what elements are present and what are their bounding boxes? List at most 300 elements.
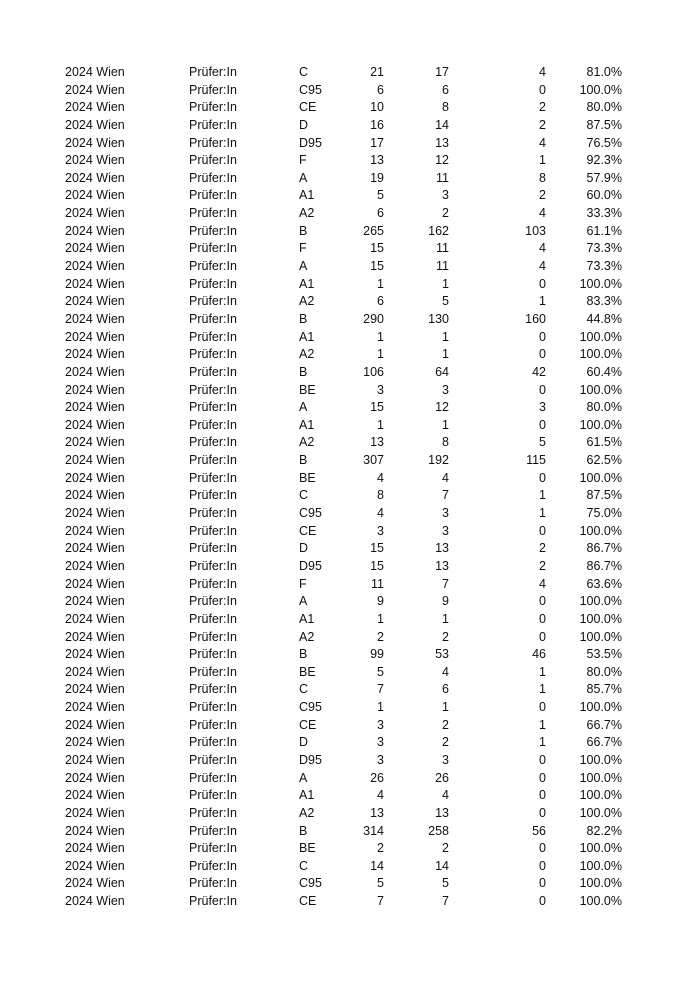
- year-location-cell: 2024 Wien: [65, 841, 125, 856]
- class-cell: A2: [299, 629, 315, 644]
- examiner-cell: Prüfer:In: [189, 788, 237, 803]
- total-cell: 13: [370, 435, 384, 450]
- year-location-cell: 2024 Wien: [65, 558, 125, 573]
- class-cell: A: [299, 259, 308, 274]
- failed-cell: 0: [539, 858, 546, 873]
- year-location-cell: 2024 Wien: [65, 223, 125, 238]
- table-row: [0, 523, 700, 541]
- table-row: [0, 787, 700, 805]
- total-cell: 2: [377, 841, 384, 856]
- examiner-cell: Prüfer:In: [189, 153, 237, 168]
- table-row: [0, 117, 700, 135]
- passed-cell: 1: [442, 276, 449, 291]
- class-cell: BE: [299, 664, 316, 679]
- total-cell: 4: [377, 470, 384, 485]
- passed-cell: 11: [436, 170, 449, 185]
- year-location-cell: 2024 Wien: [65, 611, 125, 626]
- total-cell: 3: [377, 382, 384, 397]
- examiner-cell: Prüfer:In: [189, 700, 237, 715]
- rate-cell: 100.0%: [579, 700, 622, 715]
- total-cell: 14: [370, 858, 384, 873]
- table-row: [0, 840, 700, 858]
- rate-cell: 100.0%: [579, 841, 622, 856]
- examiner-cell: Prüfer:In: [189, 364, 237, 379]
- total-cell: 5: [377, 876, 384, 891]
- year-location-cell: 2024 Wien: [65, 188, 125, 203]
- examiner-cell: Prüfer:In: [189, 276, 237, 291]
- passed-cell: 64: [435, 364, 449, 379]
- year-location-cell: 2024 Wien: [65, 506, 125, 521]
- year-location-cell: 2024 Wien: [65, 206, 125, 221]
- passed-cell: 2: [442, 717, 449, 732]
- examiner-cell: Prüfer:In: [189, 682, 237, 697]
- class-cell: B: [299, 364, 308, 379]
- failed-cell: 1: [539, 294, 546, 309]
- table-row: [0, 770, 700, 788]
- failed-cell: 2: [539, 117, 546, 132]
- failed-cell: 0: [539, 894, 546, 909]
- rate-cell: 100.0%: [579, 382, 622, 397]
- rate-cell: 100.0%: [579, 752, 622, 767]
- examiner-cell: Prüfer:In: [189, 664, 237, 679]
- class-cell: B: [299, 223, 308, 238]
- total-cell: 1: [377, 700, 384, 715]
- year-location-cell: 2024 Wien: [65, 435, 125, 450]
- class-cell: D95: [299, 752, 322, 767]
- table-row: [0, 276, 700, 294]
- failed-cell: 0: [539, 417, 546, 432]
- rate-cell: 76.5%: [586, 135, 622, 150]
- examiner-cell: Prüfer:In: [189, 488, 237, 503]
- year-location-cell: 2024 Wien: [65, 276, 125, 291]
- failed-cell: 4: [539, 241, 546, 256]
- passed-cell: 13: [435, 558, 449, 573]
- class-cell: F: [299, 576, 307, 591]
- total-cell: 13: [370, 153, 384, 168]
- table-row: [0, 734, 700, 752]
- table-row: [0, 858, 700, 876]
- failed-cell: 2: [539, 188, 546, 203]
- passed-cell: 1: [442, 611, 449, 626]
- table-row: [0, 611, 700, 629]
- class-cell: B: [299, 823, 308, 838]
- table-row: [0, 64, 700, 82]
- total-cell: 17: [370, 135, 384, 150]
- year-location-cell: 2024 Wien: [65, 629, 125, 644]
- year-location-cell: 2024 Wien: [65, 364, 125, 379]
- rate-cell: 100.0%: [579, 805, 622, 820]
- rate-cell: 61.1%: [586, 223, 622, 238]
- table-row: [0, 187, 700, 205]
- year-location-cell: 2024 Wien: [65, 594, 125, 609]
- table-row: [0, 576, 700, 594]
- rate-cell: 73.3%: [586, 241, 622, 256]
- year-location-cell: 2024 Wien: [65, 311, 125, 326]
- year-location-cell: 2024 Wien: [65, 823, 125, 838]
- year-location-cell: 2024 Wien: [65, 241, 125, 256]
- year-location-cell: 2024 Wien: [65, 100, 125, 115]
- failed-cell: 2: [539, 541, 546, 556]
- year-location-cell: 2024 Wien: [65, 82, 125, 97]
- rate-cell: 83.3%: [586, 294, 622, 309]
- rate-cell: 100.0%: [579, 417, 622, 432]
- failed-cell: 5: [539, 435, 546, 450]
- class-cell: CE: [299, 894, 317, 909]
- passed-cell: 3: [442, 506, 449, 521]
- passed-cell: 6: [442, 682, 449, 697]
- table-row: [0, 346, 700, 364]
- table-row: [0, 752, 700, 770]
- class-cell: D95: [299, 558, 322, 573]
- failed-cell: 4: [539, 206, 546, 221]
- failed-cell: 0: [539, 805, 546, 820]
- rate-cell: 86.7%: [586, 558, 622, 573]
- examiner-cell: Prüfer:In: [189, 135, 237, 150]
- table-row: [0, 99, 700, 117]
- year-location-cell: 2024 Wien: [65, 488, 125, 503]
- year-location-cell: 2024 Wien: [65, 770, 125, 785]
- passed-cell: 13: [435, 541, 449, 556]
- examiner-cell: Prüfer:In: [189, 611, 237, 626]
- total-cell: 290: [363, 311, 384, 326]
- passed-cell: 11: [436, 241, 449, 256]
- failed-cell: 46: [532, 647, 546, 662]
- rate-cell: 100.0%: [579, 629, 622, 644]
- table-row: [0, 470, 700, 488]
- total-cell: 15: [370, 259, 384, 274]
- class-cell: C95: [299, 876, 322, 891]
- examiner-cell: Prüfer:In: [189, 188, 237, 203]
- examiner-cell: Prüfer:In: [189, 241, 237, 256]
- rate-cell: 80.0%: [586, 400, 622, 415]
- rate-cell: 82.2%: [586, 823, 622, 838]
- class-cell: A2: [299, 347, 315, 362]
- total-cell: 1: [377, 611, 384, 626]
- passed-cell: 4: [442, 788, 449, 803]
- year-location-cell: 2024 Wien: [65, 259, 125, 274]
- total-cell: 3: [377, 523, 384, 538]
- rate-cell: 53.5%: [586, 647, 622, 662]
- class-cell: C: [299, 858, 309, 873]
- examiner-cell: Prüfer:In: [189, 805, 237, 820]
- examiner-cell: Prüfer:In: [189, 594, 237, 609]
- total-cell: 6: [377, 206, 384, 221]
- class-cell: C95: [299, 82, 322, 97]
- year-location-cell: 2024 Wien: [65, 717, 125, 732]
- examiner-cell: Prüfer:In: [189, 65, 237, 79]
- passed-cell: 14: [435, 117, 449, 132]
- class-cell: A: [299, 770, 308, 785]
- class-cell: A: [299, 400, 308, 415]
- year-location-cell: 2024 Wien: [65, 400, 125, 415]
- passed-cell: 26: [435, 770, 449, 785]
- total-cell: 7: [377, 894, 384, 909]
- examiner-cell: Prüfer:In: [189, 647, 237, 662]
- examiner-cell: Prüfer:In: [189, 223, 237, 238]
- total-cell: 8: [377, 488, 384, 503]
- passed-cell: 1: [442, 347, 449, 362]
- table-row: [0, 505, 700, 523]
- examiner-cell: Prüfer:In: [189, 558, 237, 573]
- rate-cell: 60.0%: [586, 188, 622, 203]
- examiner-cell: Prüfer:In: [189, 506, 237, 521]
- passed-cell: 5: [442, 876, 449, 891]
- rate-cell: 100.0%: [579, 876, 622, 891]
- failed-cell: 0: [539, 700, 546, 715]
- passed-cell: 17: [435, 65, 449, 79]
- year-location-cell: 2024 Wien: [65, 576, 125, 591]
- class-cell: C: [299, 65, 309, 79]
- failed-cell: 0: [539, 788, 546, 803]
- table-row: [0, 382, 700, 400]
- rate-cell: 80.0%: [586, 664, 622, 679]
- class-cell: D: [299, 541, 309, 556]
- rate-cell: 86.7%: [586, 541, 622, 556]
- table-row: [0, 240, 700, 258]
- passed-cell: 2: [442, 206, 449, 221]
- examiner-cell: Prüfer:In: [189, 541, 237, 556]
- table-row: [0, 805, 700, 823]
- passed-cell: 12: [435, 153, 449, 168]
- total-cell: 314: [363, 823, 384, 838]
- rate-cell: 100.0%: [579, 347, 622, 362]
- year-location-cell: 2024 Wien: [65, 664, 125, 679]
- examiner-cell: Prüfer:In: [189, 629, 237, 644]
- class-cell: A2: [299, 206, 315, 221]
- class-cell: CE: [299, 717, 317, 732]
- table-row: [0, 152, 700, 170]
- examiner-cell: Prüfer:In: [189, 170, 237, 185]
- table-row: [0, 664, 700, 682]
- table-row: [0, 540, 700, 558]
- failed-cell: 2: [539, 558, 546, 573]
- rate-cell: 100.0%: [579, 523, 622, 538]
- table-row: [0, 311, 700, 329]
- table-row: [0, 417, 700, 435]
- class-cell: BE: [299, 841, 316, 856]
- year-location-cell: 2024 Wien: [65, 170, 125, 185]
- rate-cell: 87.5%: [586, 117, 622, 132]
- year-location-cell: 2024 Wien: [65, 329, 125, 344]
- table-row: [0, 293, 700, 311]
- year-location-cell: 2024 Wien: [65, 735, 125, 750]
- table-row: [0, 329, 700, 347]
- total-cell: 1: [377, 276, 384, 291]
- failed-cell: 0: [539, 82, 546, 97]
- class-cell: A1: [299, 788, 315, 803]
- passed-cell: 258: [428, 823, 449, 838]
- failed-cell: 2: [539, 100, 546, 115]
- failed-cell: 0: [539, 382, 546, 397]
- failed-cell: 1: [539, 488, 546, 503]
- year-location-cell: 2024 Wien: [65, 647, 125, 662]
- year-location-cell: 2024 Wien: [65, 153, 125, 168]
- passed-cell: 4: [442, 664, 449, 679]
- table-row: [0, 452, 700, 470]
- class-cell: A1: [299, 611, 315, 626]
- passed-cell: 11: [436, 259, 449, 274]
- rate-cell: 100.0%: [579, 329, 622, 344]
- examiner-cell: Prüfer:In: [189, 294, 237, 309]
- class-cell: A: [299, 170, 308, 185]
- examiner-cell: Prüfer:In: [189, 435, 237, 450]
- rate-cell: 100.0%: [579, 770, 622, 785]
- passed-cell: 2: [442, 841, 449, 856]
- passed-cell: 8: [442, 100, 449, 115]
- total-cell: 15: [370, 558, 384, 573]
- table-row: [0, 364, 700, 382]
- total-cell: 15: [370, 541, 384, 556]
- class-cell: CE: [299, 100, 317, 115]
- table-row: [0, 82, 700, 100]
- passed-cell: 7: [442, 576, 449, 591]
- total-cell: 99: [370, 647, 384, 662]
- table-row: [0, 558, 700, 576]
- failed-cell: 4: [539, 576, 546, 591]
- passed-cell: 9: [442, 594, 449, 609]
- passed-cell: 2: [442, 735, 449, 750]
- examiner-cell: Prüfer:In: [189, 717, 237, 732]
- examiner-cell: Prüfer:In: [189, 841, 237, 856]
- examiner-cell: Prüfer:In: [189, 259, 237, 274]
- rate-cell: 92.3%: [586, 153, 622, 168]
- total-cell: 4: [377, 506, 384, 521]
- year-location-cell: 2024 Wien: [65, 700, 125, 715]
- class-cell: B: [299, 647, 308, 662]
- failed-cell: 160: [525, 311, 546, 326]
- passed-cell: 14: [435, 858, 449, 873]
- class-cell: D95: [299, 135, 322, 150]
- rate-cell: 100.0%: [579, 611, 622, 626]
- passed-cell: 13: [435, 805, 449, 820]
- table-row: [0, 875, 700, 893]
- table-row: [0, 223, 700, 241]
- total-cell: 7: [377, 682, 384, 697]
- rate-cell: 57.9%: [586, 170, 622, 185]
- table-row: [0, 629, 700, 647]
- year-location-cell: 2024 Wien: [65, 135, 125, 150]
- passed-cell: 3: [442, 523, 449, 538]
- examiner-cell: Prüfer:In: [189, 117, 237, 132]
- class-cell: A: [299, 594, 308, 609]
- class-cell: F: [299, 241, 307, 256]
- total-cell: 1: [377, 417, 384, 432]
- passed-cell: 7: [442, 894, 449, 909]
- examiner-cell: Prüfer:In: [189, 82, 237, 97]
- class-cell: A1: [299, 329, 315, 344]
- examiner-cell: Prüfer:In: [189, 311, 237, 326]
- total-cell: 21: [370, 65, 384, 79]
- year-location-cell: 2024 Wien: [65, 417, 125, 432]
- passed-cell: 1: [442, 700, 449, 715]
- failed-cell: 1: [539, 664, 546, 679]
- failed-cell: 0: [539, 594, 546, 609]
- failed-cell: 0: [539, 770, 546, 785]
- class-cell: A2: [299, 805, 315, 820]
- passed-cell: 53: [435, 647, 449, 662]
- examiner-cell: Prüfer:In: [189, 347, 237, 362]
- table-row: [0, 399, 700, 417]
- failed-cell: 42: [532, 364, 546, 379]
- failed-cell: 115: [526, 453, 546, 468]
- examiner-cell: Prüfer:In: [189, 329, 237, 344]
- failed-cell: 1: [539, 506, 546, 521]
- year-location-cell: 2024 Wien: [65, 470, 125, 485]
- examiner-cell: Prüfer:In: [189, 770, 237, 785]
- examiner-cell: Prüfer:In: [189, 400, 237, 415]
- passed-cell: 1: [442, 329, 449, 344]
- year-location-cell: 2024 Wien: [65, 788, 125, 803]
- table-row: [0, 170, 700, 188]
- failed-cell: 4: [539, 65, 546, 79]
- passed-cell: 4: [442, 470, 449, 485]
- failed-cell: 1: [539, 153, 546, 168]
- total-cell: 10: [370, 100, 384, 115]
- total-cell: 9: [377, 594, 384, 609]
- examiner-cell: Prüfer:In: [189, 823, 237, 838]
- passed-cell: 13: [435, 135, 449, 150]
- failed-cell: 3: [539, 400, 546, 415]
- table-row: [0, 646, 700, 664]
- total-cell: 15: [370, 400, 384, 415]
- total-cell: 1: [377, 347, 384, 362]
- passed-cell: 3: [442, 752, 449, 767]
- total-cell: 3: [377, 752, 384, 767]
- rate-cell: 87.5%: [586, 488, 622, 503]
- total-cell: 265: [363, 223, 384, 238]
- rate-cell: 60.4%: [586, 364, 622, 379]
- rate-cell: 66.7%: [586, 717, 622, 732]
- passed-cell: 7: [442, 488, 449, 503]
- passed-cell: 12: [435, 400, 449, 415]
- failed-cell: 0: [539, 841, 546, 856]
- table-row: [0, 258, 700, 276]
- examiner-cell: Prüfer:In: [189, 417, 237, 432]
- total-cell: 16: [370, 117, 384, 132]
- total-cell: 3: [377, 735, 384, 750]
- failed-cell: 1: [539, 735, 546, 750]
- total-cell: 106: [363, 364, 384, 379]
- total-cell: 307: [363, 453, 384, 468]
- passed-cell: 130: [428, 311, 449, 326]
- total-cell: 15: [370, 241, 384, 256]
- rate-cell: 73.3%: [586, 259, 622, 274]
- examiner-cell: Prüfer:In: [189, 752, 237, 767]
- total-cell: 5: [377, 664, 384, 679]
- class-cell: BE: [299, 382, 316, 397]
- class-cell: BE: [299, 470, 316, 485]
- year-location-cell: 2024 Wien: [65, 117, 125, 132]
- class-cell: A1: [299, 417, 315, 432]
- examiner-cell: Prüfer:In: [189, 523, 237, 538]
- year-location-cell: 2024 Wien: [65, 752, 125, 767]
- examiner-cell: Prüfer:In: [189, 453, 237, 468]
- year-location-cell: 2024 Wien: [65, 65, 125, 79]
- rate-cell: 62.5%: [586, 453, 622, 468]
- failed-cell: 8: [539, 170, 546, 185]
- rate-cell: 85.7%: [586, 682, 622, 697]
- year-location-cell: 2024 Wien: [65, 894, 125, 909]
- table-row: [0, 717, 700, 735]
- failed-cell: 0: [539, 611, 546, 626]
- class-cell: D: [299, 735, 309, 750]
- total-cell: 6: [377, 82, 384, 97]
- total-cell: 13: [370, 805, 384, 820]
- passed-cell: 5: [442, 294, 449, 309]
- passed-cell: 3: [442, 382, 449, 397]
- table-row: [0, 135, 700, 153]
- passed-cell: 162: [428, 223, 449, 238]
